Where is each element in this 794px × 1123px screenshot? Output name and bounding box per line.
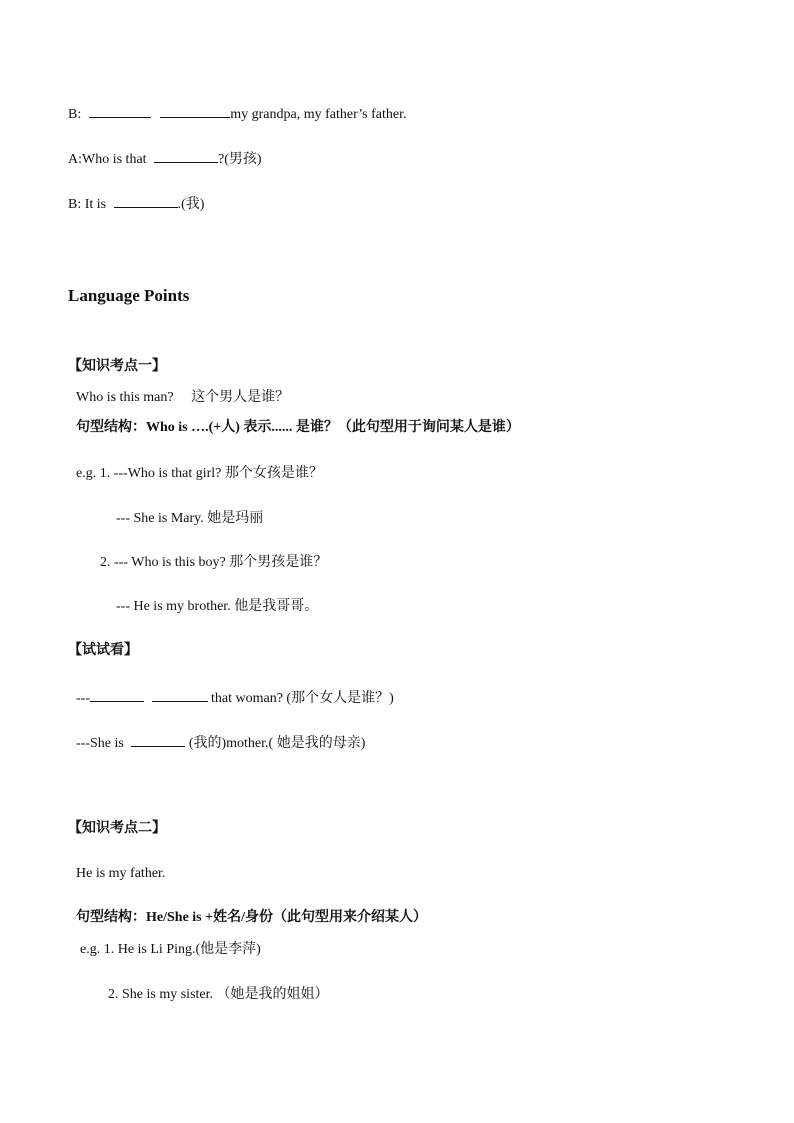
fill-blank[interactable] [131,732,185,747]
example-chinese: 这个男人是谁？ [191,390,290,405]
try-question [76,687,394,708]
point1-eg1-answer: --- She is Mary. 她是玛丽 [116,511,264,526]
point1-eg1-question: e.g. 1. ---Who is that girl? 那个女孩是谁？ [76,466,323,481]
point2-example: He is my father. [76,866,166,881]
point1-tag: 【知识考点一】 [68,359,166,374]
speaker-label: A: [68,152,82,167]
fill-blank[interactable] [154,148,218,163]
dialogue-text: .(我) [177,197,205,212]
fill-blank[interactable] [114,193,178,208]
try-answer-text: ---She is [76,736,124,751]
point2-eg1: e.g. 1. He is Li Ping.(他是李萍) [80,942,261,957]
dialogue-line-a [68,148,262,169]
point1-eg2-question: 2. --- Who is this boy? 那个男孩是谁？ [100,555,328,570]
point1-example [76,389,289,407]
dialogue-line-b2 [68,193,204,214]
point2-structure: 句型结构：He/She is +姓名/身份（此句型用来介绍某人） [76,910,427,925]
dialogue-text: It is [84,197,107,212]
point1-structure: 句型结构：Who is ….(+人) 表示...... 是谁？（此句型用于询问某人是谁） [76,420,520,435]
fill-blank[interactable] [90,687,144,702]
point1-eg2-answer: --- He is my brother. 他是我哥哥。 [116,599,319,614]
fill-blank[interactable] [160,103,230,118]
example-english: Who is this man? [76,390,174,405]
dialogue-text: my grandpa, my father’s father. [230,107,407,122]
try-question-text: that woman? (那个女人是谁？) [211,691,394,706]
speaker-label: B: [68,197,82,212]
try-answer [76,732,365,753]
fill-blank[interactable] [89,103,151,118]
try-answer-text: (我的)mother.( 她是我的母亲) [188,736,366,751]
try-tag: 【试试看】 [68,643,138,658]
point2-eg2: 2. She is my sister. （她是我的姐姐） [108,987,329,1002]
fill-blank[interactable] [152,687,208,702]
speaker-label: B: [68,107,82,122]
section-title: Language Points [68,286,190,305]
dash-prefix: --- [76,691,90,706]
dialogue-line-b1 [68,103,406,124]
dialogue-text: ?(男孩) [218,152,262,167]
dialogue-text: Who is that [82,152,147,167]
point2-tag: 【知识考点二】 [68,821,166,836]
